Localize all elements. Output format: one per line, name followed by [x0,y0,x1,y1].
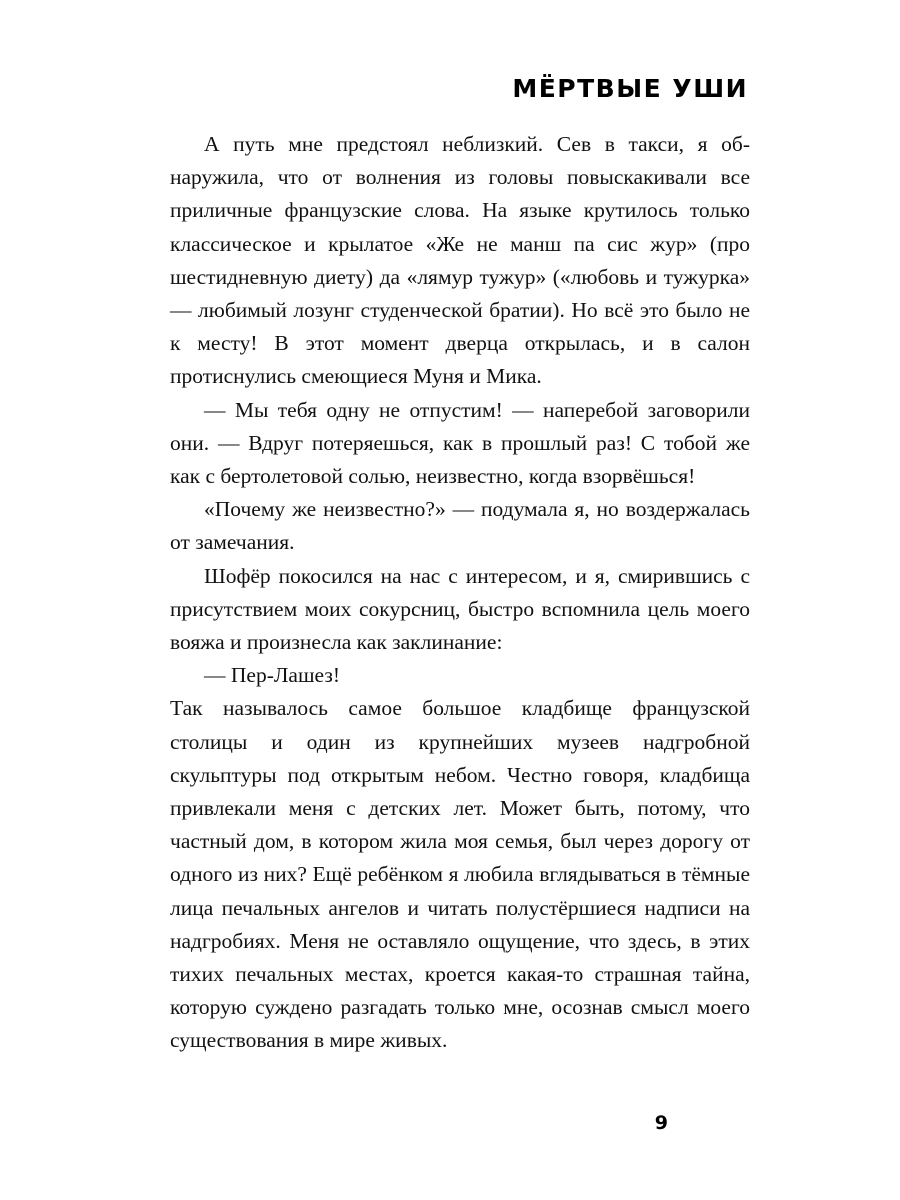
paragraph: — Мы тебя одну не отпустим! — наперебой заговорили они. — Вдруг потеряешься, как в прошлый раз! С тобой же как с бертолетовой солью, неизвестно, когда взорвёшься! [170,397,750,489]
page-number: 9 [654,1112,668,1134]
paragraph: А путь мне предстоял неблизкий. Сев в такси, я обнаружила, что от волнения из головы повыскакивали все приличные французские слова. На языке крутилось только классическое и крылатое «Же не манш па сис жур» (про шестидневную диету) да «лямур тужур» («любовь и тужурка» — любимый лозунг студенческой братии). Но всё это было не к месту! В этот момент дверца открылась, и в салон протиснулись смеющиеся Муня и Мика. [170,132,750,389]
paragraph: Так называлось самое большое кладбище французской столицы и один из крупнейших музеев надгробной скульптуры под открытым небом. Честно говоря, кладбища привлекали меня с детских лет. Может быть, потому, что частный дом, в котором жила моя семья, был через дорогу от одного из них? Ещё ребёнком я любила вглядываться в тёмные лица печальных ангелов и читать полустёршиеся надписи на надгробиях. Меня не оставляло ощущение, что здесь, в этих тихих печальных местах, кроется какая-то страшная тайна, которую суждено разгадать только мне, осознав смысл моего существования в мире живых. [170,696,750,1053]
page-body-text [170,128,750,1058]
paragraph: «Почему же неизвестно?» — подумала я, но воздержалась от замечания. [170,497,750,555]
running-head-title: МЁРТВЫЕ УШИ [512,74,748,103]
paragraph: — Пер-Лашез! [204,663,340,688]
paragraph: Шофёр покосился на нас с интересом, и я, смирившись с присутствием моих сокурсниц, быстро вспомнила цель моего вояжа и произнесла как заклинание: [170,563,750,655]
